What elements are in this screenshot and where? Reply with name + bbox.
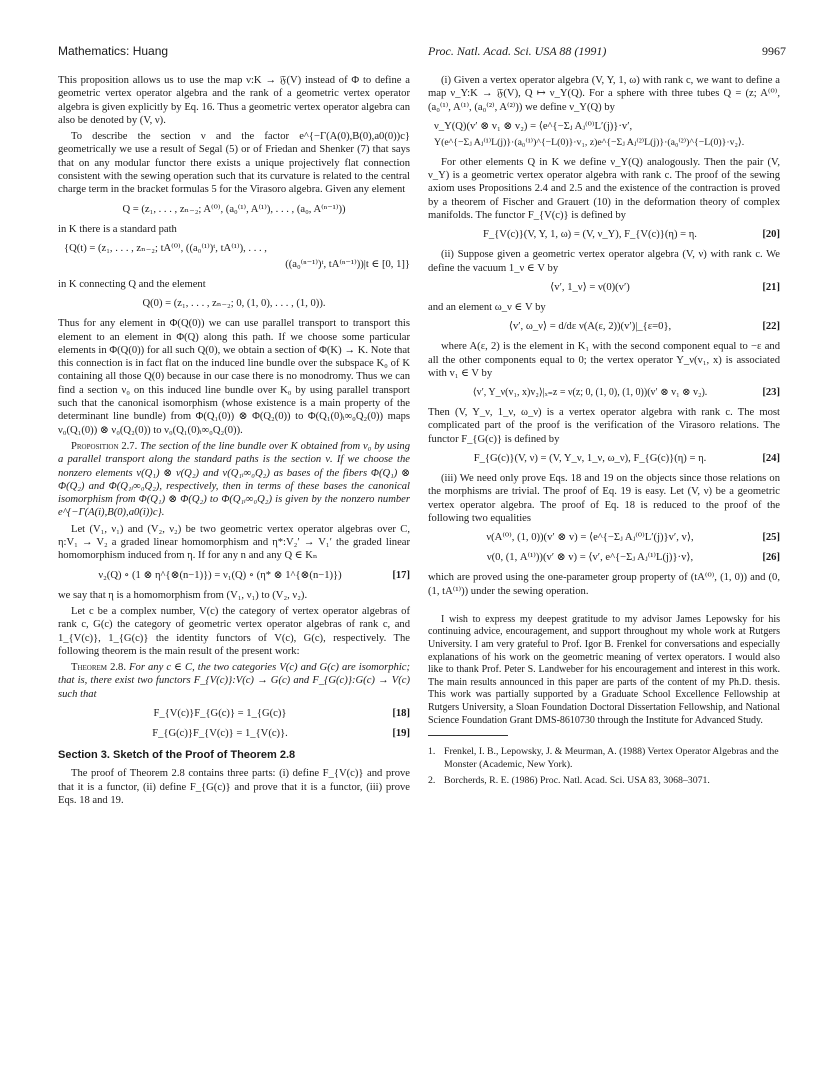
paragraph: in K connecting Q and the element [58,278,206,290]
theorem-2-8: Theorem 2.8. For any c ∈ C, the two categories V(c) and G(c) are isomorphic; that is, there exist two functors F_{V(c)}:V(c) → G(c) and F_{G(c)}:G(c) → V(c) such that [58,662,410,700]
paragraph: which are proved using the one-parameter group property of (tA⁽⁰⁾, (1, 0)) and (0, (1, tA⁽¹⁾)) under the sewing operation. [428,572,780,597]
equation-nu-y: ν_Y(Q)(v′ ⊗ v₁ ⊗ v₂) = ⟨e^{−Σⱼ Aⱼ⁽⁰⁾L′(j)}·v′, [434,120,633,132]
paragraph: Thus for any element in Φ(Q(0)) we can use parallel transport to transport this element to an element in Φ(Q) along this path. If we choose some particular elements in Φ(Q(0)) for all such Q(0), we obtain a section of Φ(K) → K. Note that this connection is in fact flat on the induced line bundle over the subspace K₀ of K containing all those Q(0) because in our case there is no monodromy. Thus we can find a section ν₀ on this induced line bundle over K₀ by using parallel transport such that the canonical isomorphism (whose existence is a main property of the determinant line bundle) from Φ(Q₁(0)) ⊗ Φ(Q₂(0)) to Φ(Q₁(0)ᵢ∞₀Q₂(0)) maps ν₀(Q₁(0)) ⊗ ν₀(Q₂(0)) to ν₀(Q₁(0)ᵢ∞₀Q₂(0)). [58,318,410,436]
equation-20: F_{V(c)}(V, Y, 1, ω) = (V, ν_Y), F_{V(c)}(η) = η. [20] [483,229,780,241]
equation-nu-y-cont: Y(e^{−Σⱼ Aⱼ⁽¹⁾L(j)}·(a₀⁽¹⁾)^{−L(0)}·v₁, z)e^{−Σⱼ Aⱼ⁽²⁾L(j)}·(a₀⁽²⁾)^{−L(0)}·v₂⟩. [434,136,745,148]
paragraph: in K there is a standard path [58,223,177,235]
left-column [58,74,410,810]
paragraph: (ii) Suppose given a geometric vertex operator algebra (V, ν) with rank c. We define the vacuum 1_ν ∈ V by [428,249,780,274]
equation-17: ν₂(Q) ∘ (1 ⊗ η^{⊗(n−1)}) = ν₁(Q) ∘ (η* ⊗ 1^{⊗(n−1)}) [17] [98,569,410,581]
paragraph: Let c be a complex number, V(c) the category of vertex operator algebras of rank c, G(c) the category of geometric vertex operator algebras of rank c, and 1_{V(c)}, 1_{G(c)} the identity functors of V(c), G(c), respectively. The following theorem is the main result of the present work: [58,605,410,657]
proposition-2-7: Proposition 2.7. The section of the line bundle over K obtained from ν₀ by using a parallel transport along the standard paths is the section ν. If we choose the nonzero elements ν(Q₁) ⊗ ν(Q₂) and ν(Q₁ᵢ∞₀Q₂) as bases of the fibers Φ(Q₁) ⊗ Φ(Q₂) and Φ(Q₁ᵢ∞₀Q₂), respectively, then in terms of these bases the canonical isomorphism from Φ(Q₁) ⊗ Φ(Q₂) to Φ(Q₁ᵢ∞₀Q₂) is given by the nonzero number e^{−Γ(A(i),B(0),a0(i))c}. [58,440,410,519]
page-number: 9967 [762,44,786,58]
paragraph: and an element ω_ν ∈ V by [428,301,546,313]
paragraph: (i) Given a vertex operator algebra (V, Y, 1, ω) with rank c, we want to define a map ν_Y:K → 𝔉(V), Q ↦ ν_Y(Q). For a sphere with three tubes Q = (z; A⁽⁰⁾, (a₀⁽¹⁾, A⁽¹⁾, (a₀⁽²⁾, A⁽²⁾)) we define ν_Y(Q) by [428,75,780,113]
paragraph: we say that η is a homomorphism from (V₁, ν₁) to (V₂, ν₂). [58,589,308,601]
equation-22: ⟨v′, ω_ν⟩ = d/dε ν(A(ε, 2))(v′)|_{ε=0}, [22] [508,321,780,333]
equation-19: F_{G(c)}F_{V(c)} = 1_{V(c)}. [19] [152,727,410,739]
reference-item: 2. Borcherds, R. E. (1986) Proc. Natl. Acad. Sci. USA 83, 3068–3071. [428,774,710,786]
paragraph: Then (V, Y_ν, 1_ν, ω_ν) is a vertex operator algebra with rank c. The most complicated part of the proof is the verification of the Virasoro relations. The functor F_{G(c)} is defined by [428,407,780,445]
paragraph: where A(ε, 2) is the element in K₁ with the second component equal to −ε and all the other components equal to 0; the vertex operator Y_ν(v₁, x) is associated with v₁ ∈ V by [428,341,780,379]
paragraph: For other elements Q in K we define ν_Y(Q) analogously. Then the pair (V, ν_Y) is a geometric vertex operator algebra with rank c. The proof of the sewing axiom uses Propositions 2.4 and 2.5 and the existence of the contraction is proved by a theorem of Fischer and Grauert (10) in the deformation theory of complex manifolds. The functor F_{V(c)} is defined by [428,156,780,222]
equation-24: F_{G(c)}(V, ν) = (V, Y_ν, 1_ν, ω_ν), F_{G(c)}(η) = η. [24] [473,453,780,465]
paragraph: (iii) We need only prove Eqs. 18 and 19 on the objects since those relations on the morphisms are trivial. The proof of Eq. 19 is easy. Let (V, ν) be a geometric vertex operator algebra. The proof of Eq. 18 is reduced to the proof of the following two equalities [428,473,780,524]
running-head-author: Mathematics: Huang [58,44,169,58]
equation-21: ⟨v′, 1_ν⟩ = ν(0)(v′) [21] [550,281,780,293]
equation-path: {Q(t) = (z₁, . . . , zₙ₋₂; tA⁽⁰⁾, ((a₀⁽¹⁾)ᵗ, tA⁽¹⁾), . . . , [64,242,267,254]
equation-26: ν(0, (1, A⁽¹⁾))(v′ ⊗ v) = ⟨v′, e^{−Σⱼ Aⱼ⁽¹⁾L(j)}·v⟩, [26] [486,552,780,564]
running-head-journal: Proc. Natl. Acad. Sci. USA 88 (1991) [428,44,607,58]
equation-18: F_{V(c)}F_{G(c)} = 1_{G(c)} [18] [153,707,410,719]
paragraph: To describe the section ν and the factor e^{−Γ(A(0),B(0),a0(0))c} geometrically we use a result of Segal (5) or of Friedan and Shenker (7) that says that on any modular functor there exists a unique projectively flat connection consistent with the sewing operation such that its curvature is related to the central charge term in the bracket formulas 5 for the Virasoro algebra. Given any element [58,131,410,196]
paragraph: The proof of Theorem 2.8 contains three parts: (i) define F_{V(c)} and prove that it is a functor, (ii) define F_{G(c)} and prove that it is a functor, (iii) prove Eqs. 18 and 19. [58,768,410,806]
equation-q0: Q(0) = (z₁, . . . , zₙ₋₂; 0, (1, 0), . . . , (1, 0)). [142,298,326,310]
paragraph: Let (V₁, ν₁) and (V₂, ν₂) be two geometric vertex operator algebras over C, η:V₁ → V₂ a graded linear homomorphism and η*:V₂′ → V₁′ the graded linear homomorphism induced from η. If for any n and any Q ∈ Kₙ [58,523,410,562]
references-divider [428,735,508,736]
right-column [428,74,780,791]
equation-path-cont: ((a₀⁽ⁿ⁻¹⁾)ᵗ, tA⁽ⁿ⁻¹⁾))|t ∈ [0, 1]} [285,258,410,270]
acknowledgments: I wish to express my deepest gratitude to my advisor James Lepowsky for his continuing advice, encouragement, and support throughout my whole work at Rutgers University. I am very grateful to Prof. Igor B. Frenkel for conversations and especially explanations of his work on the geometric meaning of vertex operators. I would also like to thank Prof. Peter S. Landweber for his encouragement and interest in this work. The main results announced in this paper are parts of the content of my Ph.D. thesis. This work was partially supported by a Graduate School Excellence Fellowship at Rutgers University, a Sloan Foundation Doctoral Dissertation Fellowship, and National Science Foundation Grant DMS-8610730 through the Institute for Advanced Study. [428,613,780,726]
equation-23: ⟨v′, Y_ν(v₁, x)v₂⟩|ₓ₌z = ν(z; 0, (1, 0), (1, 0))(v′ ⊗ v₁ ⊗ v₂). [23] [472,387,780,399]
section-heading: Section 3. Sketch of the Proof of Theorem 2.8 [58,748,296,761]
equation-q: Q = (z₁, . . . , zₙ₋₂; A⁽⁰⁾, (a₀⁽¹⁾, A⁽¹⁾), . . . , (a₀, A⁽ⁿ⁻¹⁾)) [122,203,346,215]
equation-25: ν(A⁽⁰⁾, (1, 0))(v′ ⊗ v) = ⟨e^{−Σⱼ Aⱼ⁽⁰⁾L′(j)}v′, v⟩, [25] [486,532,780,544]
reference-item: 1. Frenkel, I. B., Lepowsky, J. & Meurman, A. (1988) Vertex Operator Algebras and the Monster (Academic, New York). [428,746,779,770]
paragraph: This proposition allows us to use the map ν:K → 𝔉(V) instead of Φ to define a geometric vertex operator algebra and the rank of a geometric vertex operator algebra is given explicitly by Eq. 16. Thus a geometric vertex operator algebra can also be denoted by (V, ν). [58,75,410,126]
